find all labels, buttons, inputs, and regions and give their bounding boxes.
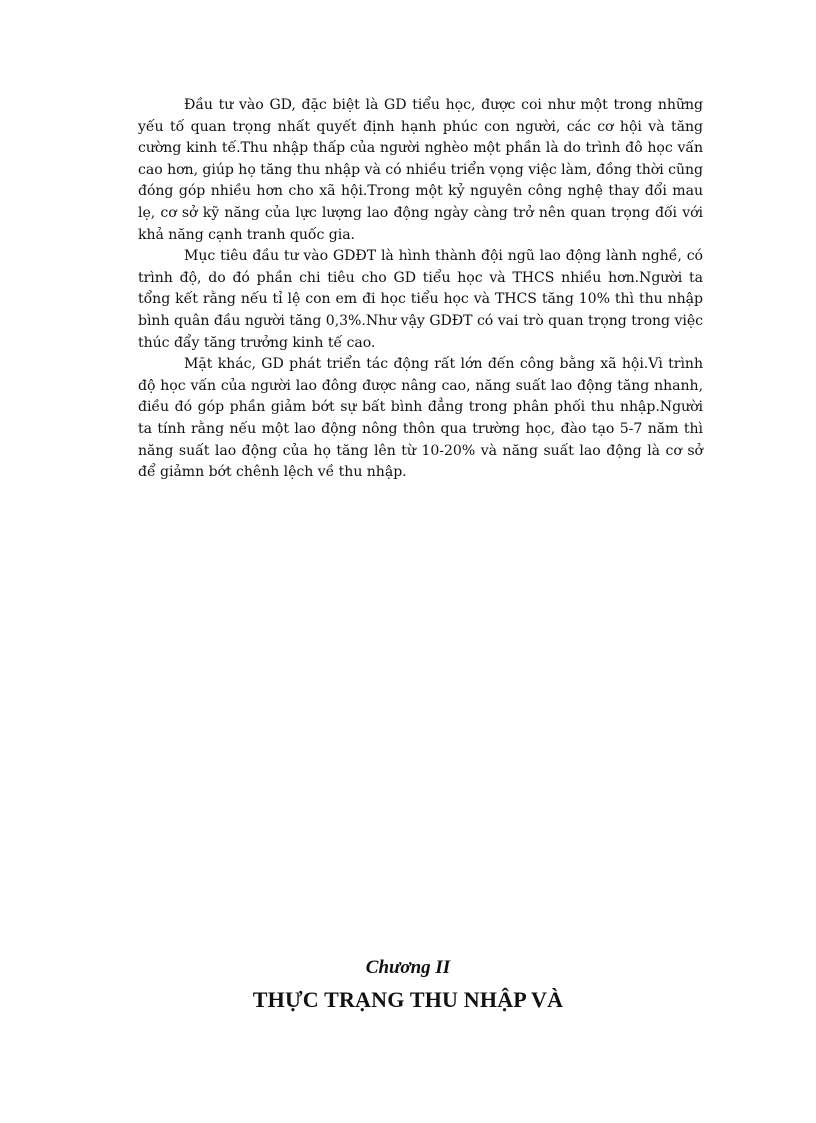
body-text: [138, 95, 703, 484]
paragraph-education-investment: Đầu tư vào GD, đặc biệt là GD tiểu học, được coi như một trong những yếu tố quan trọng nhất quyết định hạnh phúc con người, các cơ hội và tăng cường kinh tế.Thu nhập thấp của người nghèo một phần là do trình đô học vấn cao hơn, giúp họ tăng thu nhập và có nhiều triển vọng việc làm, đồng thời cũng đóng góp nhiều hơn cho xã hội.Trong một kỷ nguyên công nghệ thay đổi mau lẹ, cơ sở kỹ năng của lực lượng lao động ngày càng trở nên quan trọng đối với khả năng cạnh tranh quốc gia.: [138, 97, 703, 243]
paragraph-investment-goal: Mục tiêu đầu tư vào GDĐT là hình thành đội ngũ lao động lành nghề, có trình độ, do đó phần chi tiêu cho GD tiểu học và THCS nhiều hơn.Người ta tổng kết rằng nếu tỉ lệ con em đi học tiểu học và THCS tăng 10% thì thu nhập bình quân đầu người tăng 0,3%.Như vậy GDĐT có vai trò quan trọng trong việc thúc đẩy tăng trưởng kinh tế cao.: [138, 248, 703, 351]
chapter-heading: [0, 956, 816, 1014]
paragraph-social-equity: Mặt khác, GD phát triển tác động rất lớn đến công bằng xã hội.Vì trình độ học vấn của người lao đông được nâng cao, năng suất lao động tăng nhanh, điều đó góp phần giảm bớt sự bất bình đẳng trong phân phối thu nhập.Người ta tính rằng nếu một lao động nông thôn qua trường học, đào tạo 5-7 năm thì năng suất lao động của họ tăng lên từ 10-20% và năng suất lao động là cơ sở để giảmn bớt chênh lệch về thu nhập.: [138, 356, 703, 481]
chapter-title: THỰC TRẠNG THU NHẬP VÀ: [252, 987, 564, 1012]
chapter-label: Chương II: [365, 957, 451, 978]
